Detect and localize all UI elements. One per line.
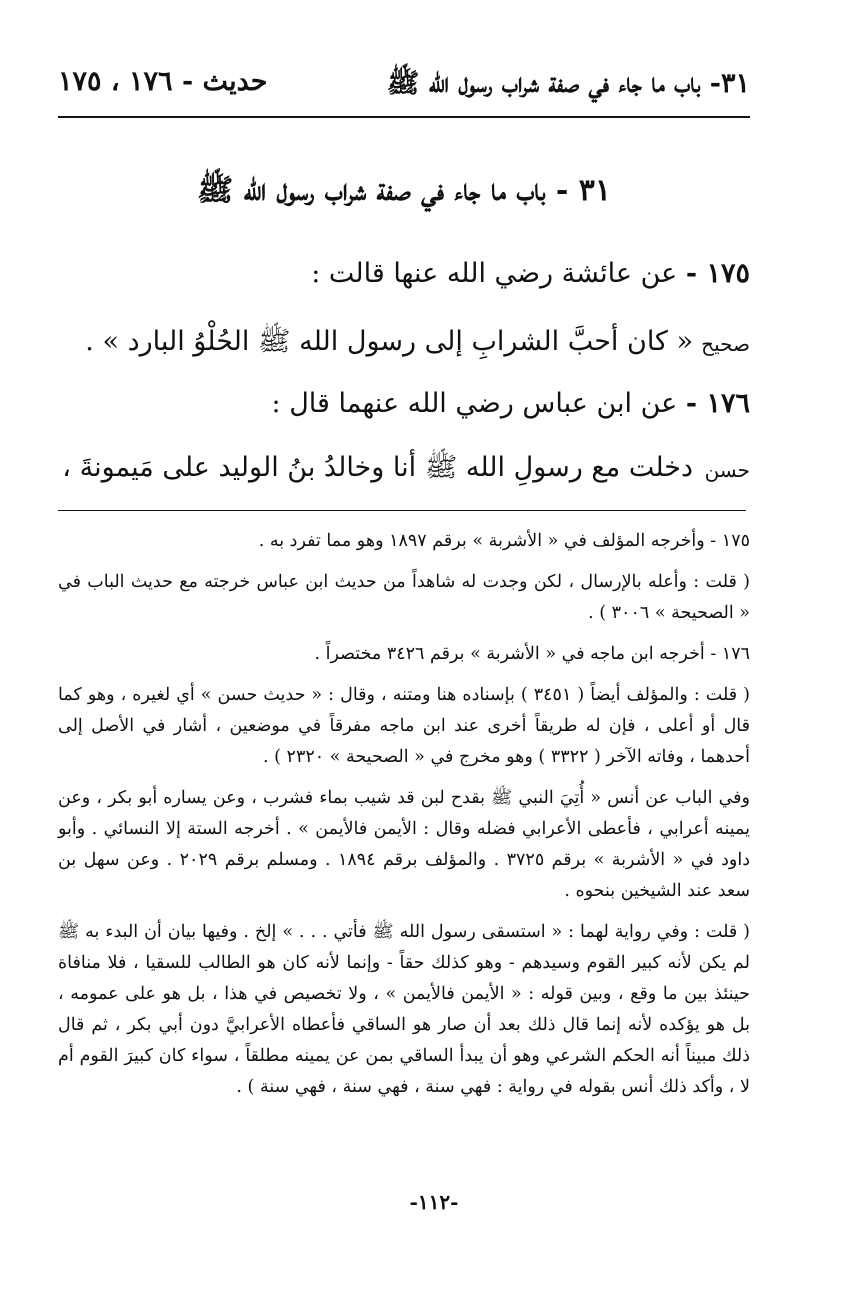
hadith-175-number: ١٧٥ - [685,258,750,289]
footnotes [58,526,750,1113]
hadith-175-grade: صحيح [701,332,750,356]
header-chapter-title: ٣١- باب ما جاء في صفة شراب رسول الله ﷺ [386,68,750,99]
footnote-divider [58,510,746,511]
page-number: -١١٢- [409,1190,459,1214]
hadith-176-grade: حسن [704,458,750,482]
footnote-176-comment: ( قلت : والمؤلف أيضاً ( ٣٤٥١ ) بإسناده هنا ومتنه ، وقال : « حديث حسن » أي لغيره ، وهو كما قال أو أعلى ، فإن له طريقاً أخرى عند ابن ماجه مفرقاً في موضعين ، أشار في الأصل إلى أحدهما ، وفاته الآخر ( ٣٣٢٢ ) وهو مخرج في « الصحيحة » ٢٣٢٠ ) . [58,685,750,767]
hadith-176-number: ١٧٦ - [685,388,750,419]
hadith-176-narrator-line [58,388,750,419]
footnote-related-comment: ( قلت : وفي رواية لهما : « استسقى رسول الله ﷺ فأتي . . . » إلخ . وفيها بيان أن البدء به ﷺ لم يكن لأنه كبير القوم وسيدهم - وهو كذلك حقاً - وإنما لأنه كان هو الطالب للسقيا ، فلا منافاة حينئذ بين ما وقع ، وبين قوله : « الأيمن فالأيمن » ، ولا تخصيص في هذا ، بل هو على عمومه ، بل هو يؤكده لأنه إنما قال ذلك بعد أن صار هو الساقي فأعطاه الأعرابيَّ دون أبي بكر ، ثم قال ذلك مبيناً أنه الحكم الشرعي وهو أن يبدأ الساقي بمن عن يمينه مطلقاً ، سواء كان كبيرَ القوم أم لا ، وأكد ذلك أنس بقوله في رواية : فهي سنة ، فهي سنة ، فهي سنة ) . [58,922,750,1097]
footnote-176: ١٧٦ - أخرجه ابن ماجه في « الأشربة » برقم ٣٤٢٦ مختصراً . [314,644,750,664]
footnote-175-comment: ( قلت : وأعله بالإرسال ، لكن وجدت له شاهداً من حديث ابن عباس خرجته مع حديث الباب في « الصحيحة » ٣٠٠٦ ) . [58,572,750,623]
hadith-176-narrator: عن ابن عباس رضي الله عنهما قال : [271,388,678,419]
header-divider [58,116,750,118]
header-hadith-numbers: حديث - ١٧٦ ، ١٧٥ [58,66,268,97]
hadith-175-narrator-line [58,258,750,289]
footnote-175: ١٧٥ - وأخرجه المؤلف في « الأشربة » برقم ١٨٩٧ وهو مما تفرد به . [258,531,750,551]
footnote-related-hadith: وفي الباب عن أنس « أُتِيَ النبي ﷺ بقدح لبن قد شيب بماء فشرب ، وعن يساره أبو بكر ، وعن يمينه أعرابي ، فأعطى الأعرابي فضله وقال : الأيمن فالأيمن » . أخرجه الستة إلا النسائي . وأبو داود في « الأشربة » برقم ٣٧٢٥ . والمؤلف برقم ١٨٩٤ . ومسلم برقم ٢٠٢٩ . وعن سهل بن سعد عند الشيخين بنحوه . [58,788,751,901]
chapter-heading: ٣١ - باب ما جاء في صفة شراب رسول الله ﷺ [196,173,612,208]
running-header [58,66,750,106]
hadith-175-text: « كان أحبَّ الشرابِ إلى رسول الله ﷺ الحُلْوُ البارد » . [85,326,693,357]
hadith-176-text: دخلت مع رسولِ الله ﷺ أنا وخالدُ بنُ الوليد على مَيمونةَ ، [62,452,693,483]
hadith-175-narrator: عن عائشة رضي الله عنها قالت : [311,258,678,289]
